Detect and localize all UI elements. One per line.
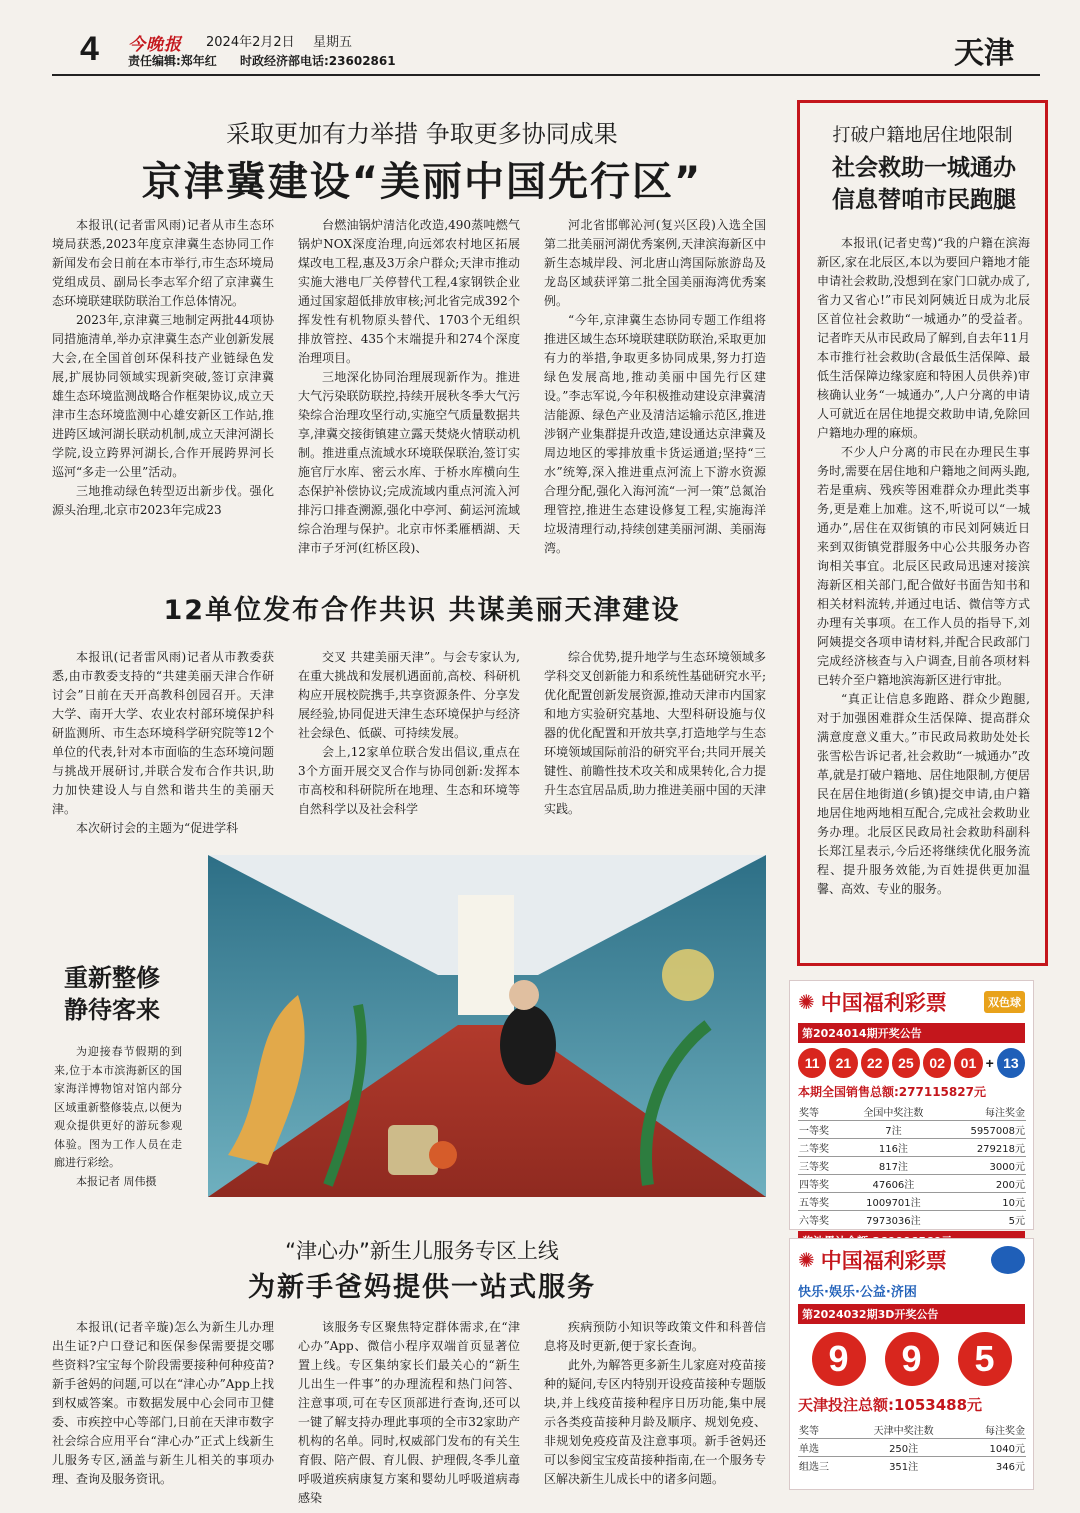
red-ball: 25 — [892, 1048, 920, 1078]
issue-date: 2024年2月2日 — [206, 35, 295, 50]
dept-phone: 时政经济部电话:23602861 — [240, 54, 396, 68]
table-cell: 1040元 — [989, 1444, 1025, 1455]
table-cell: 346元 — [995, 1462, 1025, 1473]
prize-header-cell: 全国中奖注数 — [863, 1108, 924, 1119]
lottery-ad-ssq — [789, 980, 1034, 1230]
story1-column-2 — [298, 216, 520, 555]
prize-table-header — [798, 1421, 1026, 1439]
table-cell: 3000元 — [989, 1162, 1025, 1173]
story3-column-3 — [544, 1318, 766, 1490]
prize-header-cell: 天津中奖注数 — [873, 1426, 934, 1437]
red-ball: 11 — [798, 1048, 826, 1078]
story1-col2-para: 三地深化协同治理展现新作为。推进大气污染联防联控,持续开展秋冬季大气污染综合治理攻坚行动,实施空气质量数据共享,津冀交接街镇建立露天焚烧火情联动机制。推进重点流域水环境联保联治,签订实施官厅水库、密云水库、于桥水库横向生态保护补偿协议;完成流域内重点河流入河排污口排查溯源,强化中亭河、蓟运河流域综合治理与保护。北京市怀柔雁栖湖、天津市子牙河(红桥区段)、 — [298, 370, 520, 555]
lottery-slogan: 快乐·娱乐·公益·济困 — [798, 1285, 917, 1300]
winning-numbers — [790, 1328, 1033, 1390]
story2-column-1 — [52, 648, 274, 835]
editor-credit: 责任编辑:郑年红 — [128, 54, 217, 68]
photo-caption — [54, 1043, 182, 1191]
photo-title — [64, 962, 160, 1026]
story2-column-2 — [298, 648, 520, 823]
prize-header-cell: 每注奖金 — [985, 1426, 1025, 1437]
issue-weekday: 星期五 — [313, 35, 353, 50]
table-cell: 279218元 — [976, 1144, 1025, 1155]
story2-col1-para: 本次研讨会的主题为“促进学科 — [76, 821, 239, 835]
red-ball: 22 — [861, 1048, 889, 1078]
welfare-lottery-logo-icon: ✺ — [798, 990, 815, 1014]
winning-numbers: 11 21 22 25 02 01 + 13 — [790, 1043, 1033, 1083]
table-row — [798, 1121, 1026, 1139]
sidebar-body — [817, 234, 1030, 956]
table-row — [798, 1193, 1026, 1211]
story3-kicker: “津心办”新生儿服务专区上线 — [285, 1239, 559, 1263]
table-cell: 五等奖 — [799, 1198, 829, 1209]
table-cell: 5元 — [1008, 1216, 1025, 1227]
table-cell: 5957008元 — [970, 1126, 1025, 1137]
number-ball: 9 — [812, 1332, 866, 1386]
prize-table — [798, 1421, 1026, 1474]
3d-logo-icon — [991, 1246, 1025, 1274]
story2-col2-para: 交叉 共建美丽天津”。与会专家认为,在重大挑战和发展机遇面前,高校、科研机构应开展校院携手,共享资源条件、分享发展经验,协同促进天津生态环境保护与经济社会绿色、低碳、可持续发展。 — [298, 650, 520, 740]
story3-col3-para: 疾病预防小知识等政策文件和科普信息将及时更新,便于家长查询。 — [544, 1320, 766, 1353]
story1-col1-para: 2023年,京津冀三地制定两批44项协同措施清单,举办京津冀生态产业创新发展大会,在全国首创环保科技产业链绿色发展,扩展协同领域实现新突破,签订京津冀雄生态环境监测战略合作框架协议,成立天津市生态环境监测中心雄安新区工作站,推进跨区域河湖长联动机制,成立天津河湖长学院,设立跨界河湖长,合作开展跨界河长巡河“多走一公里”活动。 — [52, 313, 274, 479]
table-cell: 组选三 — [799, 1462, 829, 1473]
table-cell: 817注 — [878, 1162, 908, 1173]
story1-col2-para: 台燃油锅炉清洁化改造,490蒸吨燃气锅炉NOX深度治理,向远郊农村地区拓展煤改电工程,惠及3万余户群众;天津市推动实施大港电厂关停替代工程,4家钢铁企业通过国家超低排放审核;河北省完成392个挥发性有机物原头替代、1703个无组织排放管控、435个末端提升和274个深度治理项目。 — [298, 218, 520, 365]
section-name: 天津 — [954, 36, 1014, 71]
table-cell: 7注 — [885, 1126, 902, 1137]
number-ball: 9 — [885, 1332, 939, 1386]
photo-title-line: 重新整修 — [64, 964, 160, 992]
prize-header-cell: 每注奖金 — [985, 1108, 1025, 1119]
table-row — [798, 1439, 1026, 1457]
photo-caption-text: 为迎接春节假期的到来,位于本市滨海新区的国家海洋博物馆对馆内部分区域重新整修装点,以便为观众提供更好的游玩参观体验。图为工作人员在走廊进行彩绘。 — [54, 1045, 182, 1169]
story1-column-3 — [544, 216, 766, 555]
newspaper-logo: 今晚报 — [128, 35, 182, 55]
prize-table-header — [798, 1103, 1026, 1121]
story3-column-1 — [52, 1318, 274, 1490]
table-cell: 351注 — [889, 1462, 919, 1473]
prize-table — [798, 1103, 1026, 1228]
story1-col3-para: 河北省邯郸沁河(复兴区段)入选全国第二批美丽河湖优秀案例,天津滨海新区中新生态城岸段、河北唐山湾国际旅游岛及龙岛区域获评第二批全国美丽海湾优秀案例。 — [544, 218, 766, 308]
story2-col3-para: 综合优势,提升地学与生态环境领域多学科交叉创新能力和系统性基础研究水平;优化配置创新发展资源,推动天津市内国家和地方实验研究基地、大型科研设施与仪器的优化配置和开放共享,打造地学与生态环境领域国际前沿的研究平台;共同开展关键性、前瞻性技术攻关和成果转化,合力提升生态宜居品质,助力推进美丽中国的天津实践。 — [544, 650, 766, 816]
sidebar-headline — [810, 152, 1038, 216]
story1-col3-para: “今年,京津冀生态协同专题工作组将推进区域生态环境联建联防联治,采取更加有力的举措,争取更多协同成果,努力打造绿色发展高地,推动美丽中国先行区建设。”李志军说,今年积极推动建设京津冀清洁能源、绿色产业及清洁运输示范区,推进涉钢产业集群提升改造,建设通达京津冀及周边地区的零排放重卡货运通道;坚持“三水”统筹,深入推进重点河流上下游水资源合理分配,强化入海河流“一河一策”总氮治理管控,推进生态建设修复工程,实施海洋垃圾清理行动,持续创建美丽河湖、美丽海湾。 — [544, 313, 766, 555]
table-row — [798, 1211, 1026, 1229]
table-cell: 三等奖 — [799, 1162, 829, 1173]
red-ball: 21 — [829, 1048, 857, 1078]
story3-headline: 为新手爸妈提供一站式服务 — [248, 1272, 596, 1303]
sidebar-headline-line: 信息替咱市民跑腿 — [832, 187, 1016, 213]
sidebar-kicker: 打破户籍地居住地限制 — [832, 125, 1013, 146]
story2-col1-para: 本报讯(记者雷风雨)记者从市教委获悉,由市教委支持的“共建美丽天津合作研讨会”日前在天开高教科创园召开。天津大学、南开大学、农业农村部环境保护科研监测所、市生态环境科学研究院等12个单位的代表,针对本市面临的生态环境问题与挑战开展研讨,并联合发布合作共识,助力加快建设人与自然和谐共生的美丽天津。 — [52, 650, 274, 816]
sidebar-para: “真正让信息多跑路、群众少跑腿,对于加强困难群众生活保障、提高群众满意度意义重大。”市民政局救助处处长张雪松告诉记者,社会救助“一城通办”改革,就是打破户籍地、居住地限制,方便居民在居住地街道(乡镇)提交申请,由户籍地居住地两地相互配合,完成社会救助业务办理。北辰区民政局社会救助科副科长郑江星表示,今后还将继续优化服务流程、提升服务效能,为百姓提供更加温馨、高效、专业的服务。 — [817, 692, 1030, 896]
prize-header-cell: 奖等 — [799, 1108, 819, 1119]
lottery-draw-label: 第2024032期3D开奖公告 — [798, 1304, 1025, 1324]
lottery-ad-3d — [789, 1238, 1034, 1490]
lottery-draw-label: 第2024014期开奖公告 — [798, 1023, 1025, 1043]
story3-col3-para: 此外,为解答更多新生儿家庭对疫苗接种的疑问,专区内特别开设疫苗接种专题版块,并上线疫苗接种程序日历功能,集中展示各类疫苗接种月龄及顺序、规划免疫、非规划免疫疫苗及注意事项。新手爸妈还可以参阅宝宝疫苗接种指南,在一个服务专区解决新生儿成长中的诸多问题。 — [544, 1358, 766, 1486]
lottery-sales: 本期全国销售总额:277115827元 — [798, 1085, 986, 1099]
blue-ball: 13 — [997, 1048, 1025, 1078]
story3-column-2 — [298, 1318, 520, 1505]
table-cell: 7973036注 — [866, 1216, 921, 1227]
sidebar-headline-line: 社会救助一城通办 — [832, 155, 1016, 181]
table-cell: 一等奖 — [799, 1126, 829, 1137]
welfare-lottery-logo-icon: ✺ — [798, 1248, 815, 1272]
lottery-game-badge: 双色球 — [984, 991, 1025, 1013]
story1-col1-para: 三地推动绿色转型迈出新步伐。强化源头治理,北京市2023年完成23 — [52, 484, 274, 517]
masthead-divider — [52, 74, 1040, 76]
story1-col1-para: 本报讯(记者雷风雨)记者从市生态环境局获悉,2023年度京津冀生态协同工作新闻发布会日前在本市举行,市生态环境局党组成员、副局长李志军介绍了京津冀生态环境联建联防联治工作总体情况。 — [52, 218, 274, 308]
table-cell: 10元 — [1002, 1198, 1025, 1209]
story1-kicker: 采取更加有力举措 争取更多协同成果 — [226, 120, 618, 148]
lottery-ad-title: 中国福利彩票 — [820, 1249, 947, 1273]
table-cell: 1009701注 — [866, 1198, 921, 1209]
table-row — [798, 1157, 1026, 1175]
table-cell: 二等奖 — [799, 1144, 829, 1155]
story2-col2-para: 会上,12家单位联合发出倡议,重点在3个方面开展交叉合作与协同创新:发挥本市高校和科研院所在地理、生态和环境等自然科学以及社会科学 — [298, 745, 520, 816]
table-row — [798, 1139, 1026, 1157]
red-ball: 01 — [954, 1048, 982, 1078]
museum-corridor-photo — [208, 855, 766, 1197]
table-cell: 200元 — [995, 1180, 1025, 1191]
number-ball: 5 — [958, 1332, 1012, 1386]
prize-header-cell: 奖等 — [799, 1426, 819, 1437]
table-cell: 单选 — [799, 1444, 819, 1455]
table-cell: 四等奖 — [799, 1180, 829, 1191]
story1-column-1 — [52, 216, 274, 546]
table-row — [798, 1457, 1026, 1475]
sidebar-para: 本报讯(记者史莺)“我的户籍在滨海新区,家在北辰区,本以为要回户籍地才能申请社会救助,没想到在家门口就办成了,省力又省心!”市民刘阿姨近日成为北辰区首位社会救助“一城通办”的受益者。记者昨天从市民政局了解到,自去年11月本市推行社会救助(含最低生活保障、最低生活保障边缘家庭和特困人员供养)审核确认业务“一城通办”,人户分离的申请人可就近在居住地提交救助申请,免除回户籍地办理的麻烦。 — [817, 236, 1030, 440]
sidebar-para: 不少人户分离的市民在办理民生事务时,需要在居住地和户籍地之间两头跑,若是重病、残疾等困难群众办理此类事务,更是难上加难。这不,听说可以“一城通办”,居住在双街镇的市民刘阿姨近日来到双街镇党群服务中心公共服务办咨询相关事宜。北辰区民政局迅速对接滨海新区相关部门,配合做好书面告知书和相关材料流转,并通过电话、微信等方式办理有关事项。在工作人员的指导下,刘阿姨提交各项申请材料,并配合民政部门完成经济核查与入户调查,目前各项材料已转介至户籍地滨海新区进行审批。 — [817, 445, 1030, 687]
page-number: 4 — [80, 30, 99, 68]
photo-title-line: 静待客来 — [64, 996, 160, 1024]
photo-credit: 本报记者 周伟摄 — [76, 1174, 157, 1188]
lottery-sales: 天津投注总额:1053488元 — [798, 1396, 983, 1414]
story3-col2-para: 该服务专区聚焦特定群体需求,在“津心办”App、微信小程序双端首页显著位置上线。专区集纳家长们最关心的“新生儿出生一件事”的办理流程和热门问答、注意事项,可在专区顶部进行查询,还可以一键了解支持办理此事项的全市32家助产机构的名单。同时,权威部门发布的有关生育假、陪产假、育儿假、护理假,冬季儿童呼吸道疾病康复方案和婴幼儿呼吸道病毒感染 — [298, 1320, 520, 1505]
table-cell: 47606注 — [872, 1180, 915, 1191]
table-row — [798, 1175, 1026, 1193]
story3-col1-para: 本报讯(记者辛璇)怎么为新生儿办理出生证?户口登记和医保参保需要提交哪些资料?宝宝每个阶段需要接种何种疫苗?新手爸妈的问题,可以在“津心办”App上找到权威答案。市数据发展中心会同市卫健委、市疾控中心等部门,日前在天津市数字社会综合应用平台“津心办”正式上线新生儿服务专区,涵盖与新生儿相关的事项办理、查询及服务资讯。 — [52, 1320, 274, 1486]
story2-column-3 — [544, 648, 766, 823]
story2-headline: 12单位发布合作共识 共谋美丽天津建设 — [163, 595, 681, 626]
table-cell: 250注 — [889, 1444, 919, 1455]
table-cell: 116注 — [878, 1144, 908, 1155]
lottery-ad-title: 中国福利彩票 — [820, 991, 947, 1015]
red-ball: 02 — [923, 1048, 951, 1078]
story1-headline: 京津冀建设“美丽中国先行区” — [141, 159, 703, 205]
table-cell: 六等奖 — [799, 1216, 829, 1227]
